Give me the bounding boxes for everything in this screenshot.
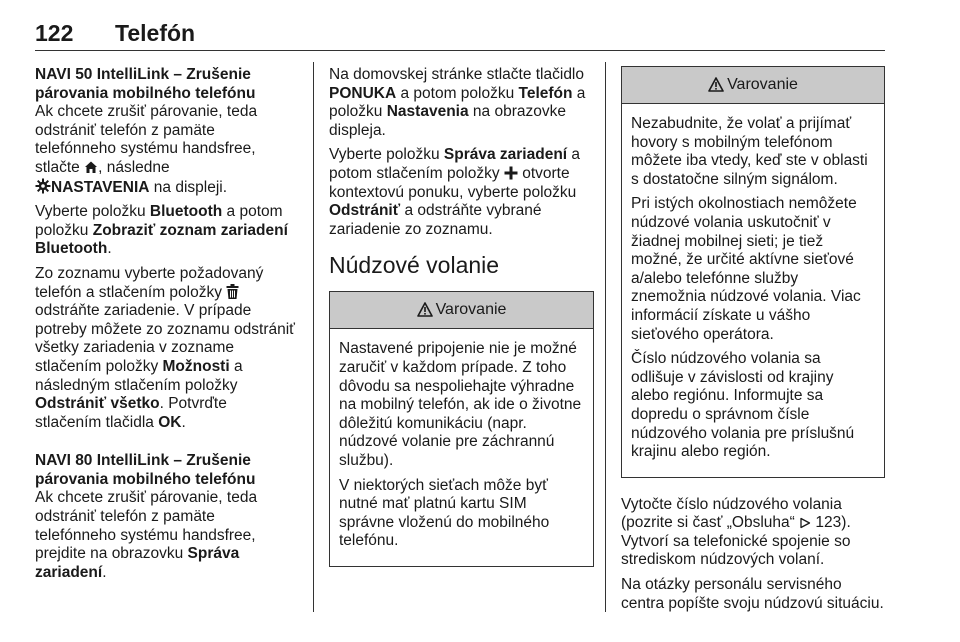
section-title-emergency: Núdzové volanie <box>329 252 500 279</box>
text: PONUKA <box>329 84 397 102</box>
home-icon <box>84 160 98 174</box>
column-3 <box>621 66 885 619</box>
text: Správa zariadení <box>443 146 568 164</box>
trash-icon <box>226 284 239 299</box>
page-reference[interactable]: 123 <box>815 514 842 532</box>
navi80-heading-line2: párovania mobilného telefónu <box>35 470 256 488</box>
text: Vytočte číslo núdzového volania (pozrite si časť „Obsluha“ <box>621 495 842 532</box>
text: a odstráňte vybrané zariadenie zo zoznamu. <box>329 202 542 238</box>
navi50-paragraph-3 <box>35 265 295 432</box>
text: Odstrániť <box>329 202 401 220</box>
text: Správa zariadení <box>35 545 240 581</box>
text: Nastavenia <box>386 103 469 121</box>
warning-triangle-icon <box>708 77 724 92</box>
arrow-reference-icon <box>799 517 811 529</box>
text: otvorte kontextovú ponuku, vyberte položku <box>329 164 577 201</box>
col2-paragraph-1 <box>329 66 594 140</box>
navi80-paragraph-1 <box>35 489 295 582</box>
text: Vyberte položku <box>35 203 150 221</box>
text: a položku <box>329 84 586 121</box>
text: Vyberte položku <box>329 146 444 164</box>
navi50-paragraph-1 <box>35 103 295 197</box>
warning-header <box>622 67 884 104</box>
spacer <box>35 438 295 452</box>
text: , následne <box>98 158 170 176</box>
text: NASTAVENIA <box>51 178 150 196</box>
navi50-heading-line2: párovania mobilného telefónu <box>35 84 256 102</box>
text: ). <box>841 514 851 532</box>
warning-paragraph-3: Číslo núdzového volania sa odlišuje v závislosti od krajiny alebo regiónu. Informujte sa dopredu o správnom čísle núdzového volania pre príslušnú krajinu alebo región. <box>631 350 855 461</box>
text: a potom položku <box>396 84 519 102</box>
text: Telefón <box>518 84 573 102</box>
col2-paragraph-2 <box>329 146 594 239</box>
text: Na domovskej stránke stlačte tlačidlo <box>329 66 585 83</box>
text: na obrazovke displeja. <box>329 103 566 139</box>
text: a potom stlačením položky <box>329 146 581 182</box>
warning-body <box>622 104 884 477</box>
text: Zo zoznamu vyberte požadovaný telefón a stlačením položky <box>35 264 264 301</box>
col3-paragraph-1 <box>621 496 885 570</box>
text: Bluetooth <box>149 203 223 221</box>
navi80-heading-line1: NAVI 80 IntelliLink – Zrušenie <box>35 452 251 470</box>
warning-paragraph-1: Nastavené pripojenie nie je možné zaručiť v každom prípade. Z toho dôvodu sa nespoliehajte výhradne na mobilný telefón, ak ide o životne dôležitú komunikáciu (napr. núdzové volanie pre záchrannú službu). <box>339 340 582 469</box>
warning-box-2 <box>621 66 885 478</box>
col3-paragraph-2: Na otázky personálu servisného centra popíšte svoju núdzovú situáciu. <box>621 576 884 612</box>
navi50-heading-line1: NAVI 50 IntelliLink – Zrušenie <box>35 66 251 83</box>
text: odstráňte zariadenie. V prípade potreby môžete zo zoznamu odstrániť všetky zariadenia v zozname stlačením položky <box>35 302 295 375</box>
text: a potom položku <box>35 203 283 239</box>
text: Zobraziť zoznam zariadení Bluetooth <box>35 221 288 258</box>
column-1 <box>35 66 295 588</box>
text: . Potvrďte stlačením tlačidla <box>35 395 227 431</box>
plus-icon <box>504 166 518 180</box>
navi80-heading <box>35 452 295 489</box>
text: . <box>102 563 107 581</box>
gear-icon <box>35 178 51 194</box>
warning-label: Varovanie <box>435 301 507 319</box>
header-divider <box>35 50 885 51</box>
text: . <box>181 413 186 431</box>
text: Ak chcete zrušiť párovanie, teda odstrániť telefón z pamäte telefónneho systému handsfree, stlačte <box>35 103 258 176</box>
warning-header <box>330 292 593 329</box>
warning-paragraph-2: Pri istých okolnostiach nemôžete núdzové volania uskutočniť v žiadnej mobilnej sieti; je tiež možné, že určité aktívne sieťové a/alebo telefónne služby znemožnia núdzové volania. Viac informácií získate u vášho sieťového operátora. <box>631 195 861 343</box>
page-number: 122 <box>35 20 74 46</box>
text: OK <box>158 413 182 431</box>
page-header <box>35 20 885 50</box>
text: Možnosti <box>162 357 230 375</box>
warning-box-1 <box>329 291 594 567</box>
text: Odstrániť všetko <box>35 395 160 413</box>
page-title: Telefón <box>115 20 196 46</box>
column-divider-1 <box>313 62 314 612</box>
column-divider-2 <box>605 62 606 612</box>
warning-paragraph-2: V niektorých sieťach môže byť nutné mať platnú kartu SIM správne vloženú do mobilného telefónu. <box>339 476 550 550</box>
warning-body <box>330 329 593 566</box>
text: Vytvorí sa telefonické spojenie so strediskom núdzových volaní. <box>621 532 851 569</box>
column-2 <box>329 66 594 581</box>
warning-triangle-icon <box>417 302 433 317</box>
warning-paragraph-1: Nezabudnite, že volať a prijímať hovory s mobilným telefónom môžete iba vtedy, keď ste v oblasti s dostatočne silným signálom. <box>631 115 868 188</box>
text: na displeji. <box>149 178 228 196</box>
text: a následným stlačením položky <box>35 357 243 394</box>
warning-label: Varovanie <box>727 75 798 93</box>
navi50-paragraph-2 <box>35 203 295 259</box>
text: Ak chcete zrušiť párovanie, teda odstrániť telefón z pamäte telefónneho systému handsfree, prejdite na obrazovku <box>35 489 258 563</box>
navi50-heading <box>35 66 295 103</box>
text: . <box>107 240 112 258</box>
